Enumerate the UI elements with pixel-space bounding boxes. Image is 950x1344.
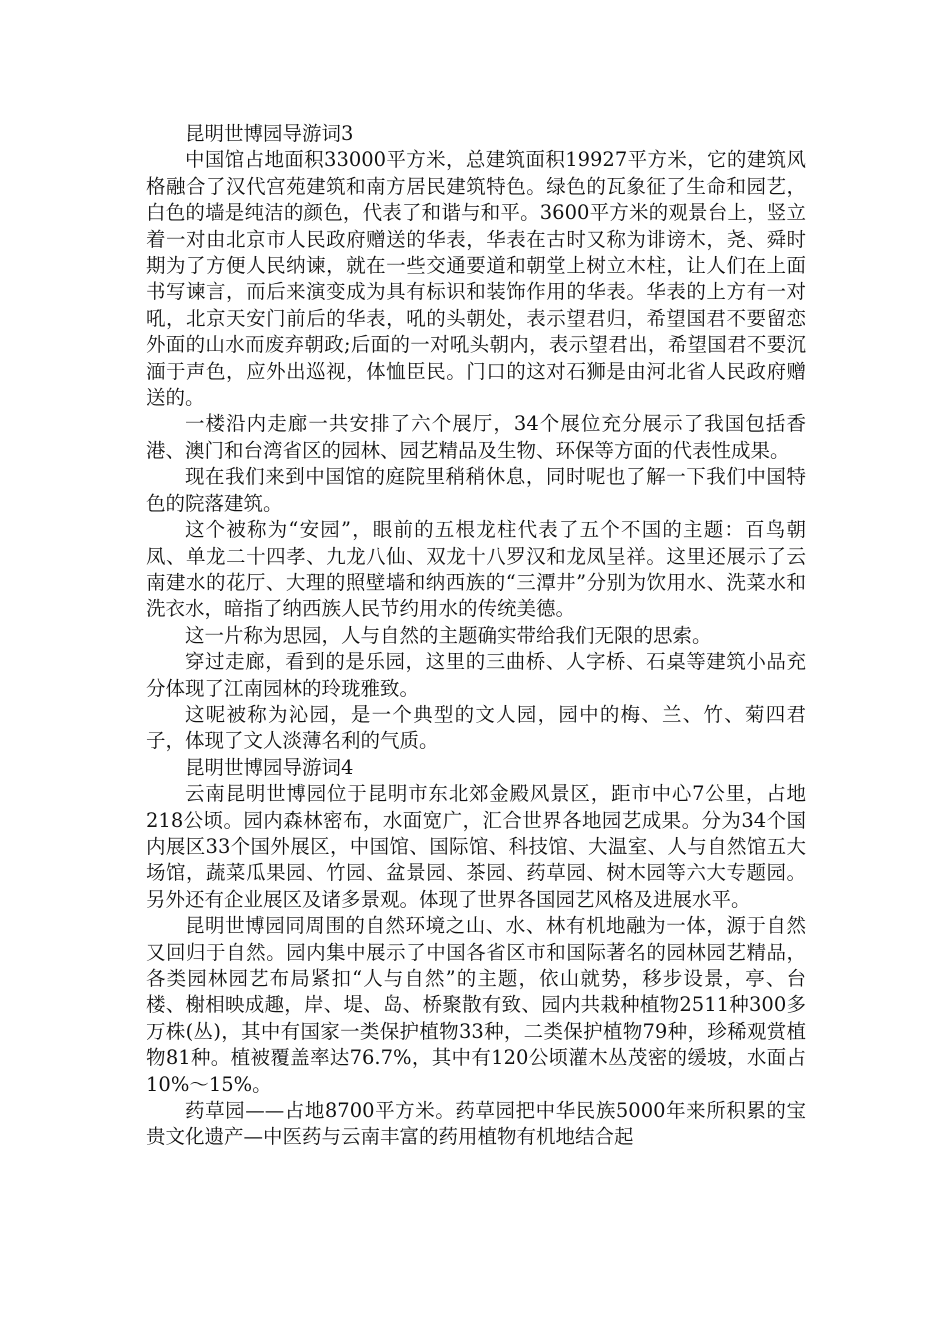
paragraph-expo-overview: 云南昆明世博园位于昆明市东北郊金殿风景区，距市中心7公里，占地218公顷。园内森林密布，水面宽广，汇合世界各地园艺成果。分为34个国内展区33个国外展区，中国馆、国际馆、科技馆、大温室、人与自然馆五大场馆，蔬菜瓜果园、竹园、盆景园、茶园、药草园、树木园等六大专题园。另外还有企业展区及诸多景观。体现了世界各国园艺风格及进展水平。 — [146, 782, 806, 911]
section-heading-3: 昆明世博园导游词3 — [185, 122, 354, 145]
paragraph-expo-nature: 昆明世博园同周围的自然环境之山、水、林有机地融为一体，源于自然又回归于自然。园内集中展示了中国各省区市和国际著名的园林园艺精品，各类园林园艺布局紧扣“人与自然”的主题，依山就势，移步设景，亭、台楼、榭相映成趣，岸、堤、岛、桥聚散有致、园内共栽种植物2511种300多万株(丛)，其中有国家一类保护植物33种，二类保护植物79种，珍稀观赏植物81种。植被覆盖率达76.7%，其中有120公顷灌木丛茂密的缓坡，水面占10%～15%。 — [146, 914, 806, 1096]
paragraph-herb-garden: 药草园——占地8700平方米。药草园把中华民族5000年来所积累的宝贵文化遗产—中医药与云南丰富的药用植物有机地结合起 — [146, 1099, 806, 1149]
paragraph-china-pavilion: 中国馆占地面积33000平方米，总建筑面积19927平方米，它的建筑风格融合了汉代宫苑建筑和南方居民建筑特色。绿色的瓦象征了生命和园艺，白色的墙是纯洁的颜色，代表了和谐与和平。3600平方米的观景台上，竖立着一对由北京市人民政府赠送的华表，华表在古时又称为诽谤木，尧、舜时期为了方便人民纳谏，就在一些交通要道和朝堂上树立木柱，让人们在上面书写谏言，而后来演变成为具有标识和装饰作用的华表。华表的上方有一对吼，北京天安门前后的华表，吼的头朝处，表示望君归，希望国君不要留恋外面的山水而废弃朝政;后面的一对吼头朝内，表示望君出，希望国君不要沉湎于声色，应外出巡视，体恤臣民。门口的这对石狮是由河北省人民政府赠送的。 — [146, 148, 806, 410]
section-heading-4: 昆明世博园导游词4 — [185, 755, 354, 779]
paragraph-first-floor: 一楼沿内走廊一共安排了六个展厅，34个展位充分展示了我国包括香港、澳门和台湾省区的园林、园艺精品及生物、环保等方面的代表性成果。 — [146, 412, 806, 462]
paragraph-courtyard: 现在我们来到中国馆的庭院里稍稍休息，同时呢也了解一下我们中国特色的院落建筑。 — [146, 465, 806, 515]
paragraph-qin-garden: 这呢被称为沁园，是一个典型的文人园，园中的梅、兰、竹、菊四君子，体现了文人淡薄名利的气质。 — [146, 702, 806, 753]
paragraph-le-garden: 穿过走廊，看到的是乐园，这里的三曲桥、人字桥、石桌等建筑小品充分体现了江南园林的玲珑雅致。 — [146, 650, 806, 700]
paragraph-si-garden: 这一片称为思园，人与自然的主题确实带给我们无限的思索。 — [185, 623, 712, 647]
paragraph-an-garden: 这个被称为“安园”，眼前的五根龙柱代表了五个不国的主题：百鸟朝凤、单龙二十四孝、九龙八仙、双龙十八罗汉和龙凤呈祥。这里还展示了云南建水的花厅、大理的照壁墙和纳西族的“三潭井”分别为饮用水、洗菜水和洗衣水，暗指了纳西族人民节约用水的传统美德。 — [146, 518, 806, 621]
document-page — [146, 121, 806, 1151]
